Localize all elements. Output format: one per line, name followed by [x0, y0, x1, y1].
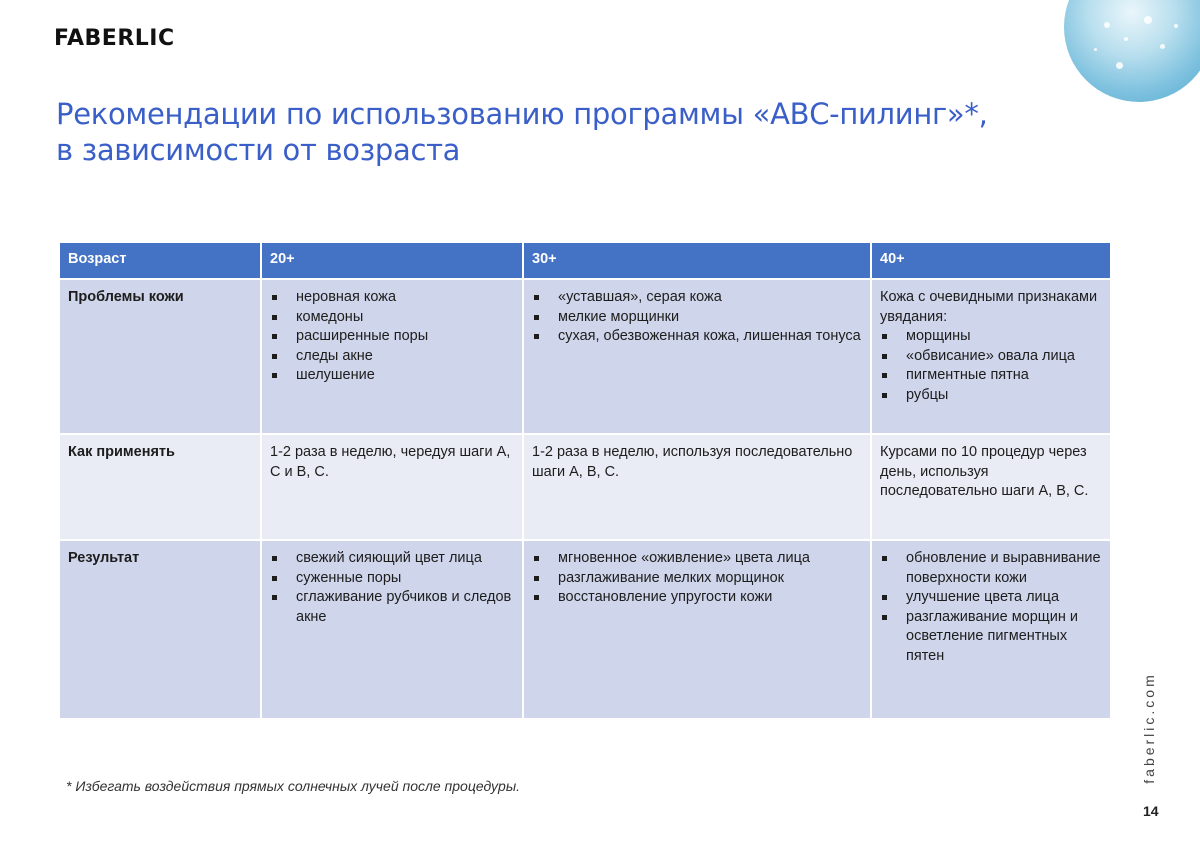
website-vertical — [1138, 668, 1160, 788]
list-item: свежий сияющий цвет лица — [270, 549, 514, 569]
list-item: мгновенное «оживление» цвета лица — [532, 549, 862, 569]
list-item: «обвисание» овала лица — [880, 347, 1102, 367]
list-item: сглаживание рубчиков и следов акне — [270, 588, 514, 627]
list-item: суженные поры — [270, 569, 514, 589]
problems-40-intro: Кожа с очевидными признаками увядания: — [880, 289, 1098, 325]
list-item: комедоны — [270, 308, 514, 328]
list-item: мелкие морщинки — [532, 308, 862, 328]
list-item: сухая, обезвоженная кожа, лишенная тонуса — [532, 327, 862, 347]
list-item: пигментные пятна — [880, 366, 1102, 386]
cell-problems-20 — [261, 279, 523, 434]
recommendations-table — [58, 243, 1112, 718]
title-line-1: Рекомендации по использованию программы «АВС-пилинг»*, — [56, 97, 988, 131]
page-number: 14 — [1143, 803, 1159, 819]
row-label-problems: Проблемы кожи — [59, 279, 261, 434]
cell-problems-30 — [523, 279, 871, 434]
cell-problems-40 — [871, 279, 1111, 434]
list-item: обновление и выравнивание поверхности кожи — [880, 549, 1102, 588]
title-line-2: в зависимости от возраста — [56, 133, 461, 167]
footnote: * Избегать воздействия прямых солнечных лучей после процедуры. — [66, 778, 521, 794]
brand-logo: FABERLIC — [54, 26, 175, 51]
list-item: шелушение — [270, 366, 514, 386]
table-row-usage — [59, 434, 1111, 540]
page-title — [56, 96, 1136, 168]
list-item: разглаживание мелких морщинок — [532, 569, 862, 589]
list-item: следы акне — [270, 347, 514, 367]
water-drop-decoration — [1064, 0, 1200, 102]
header-age: Возраст — [59, 243, 261, 279]
list-item: разглаживание морщин и осветление пигментных пятен — [880, 608, 1102, 667]
row-label-usage: Как применять — [59, 434, 261, 540]
cell-result-30 — [523, 540, 871, 718]
cell-result-40 — [871, 540, 1111, 718]
table-header-row — [59, 243, 1111, 279]
table-row-result — [59, 540, 1111, 718]
header-30: 30+ — [523, 243, 871, 279]
list-item: «уставшая», серая кожа — [532, 288, 862, 308]
website-text: faberlic.com — [1141, 672, 1157, 784]
list-item: расширенные поры — [270, 327, 514, 347]
list-item: рубцы — [880, 386, 1102, 406]
header-40: 40+ — [871, 243, 1111, 279]
list-item: неровная кожа — [270, 288, 514, 308]
header-20: 20+ — [261, 243, 523, 279]
cell-usage-30: 1-2 раза в неделю, используя последовательно шаги А, В, С. — [523, 434, 871, 540]
table-row-problems — [59, 279, 1111, 434]
list-item: морщины — [880, 327, 1102, 347]
list-item: восстановление упругости кожи — [532, 588, 862, 608]
row-label-result: Результат — [59, 540, 261, 718]
cell-usage-40: Курсами по 10 процедур через день, используя последовательно шаги А, В, С. — [871, 434, 1111, 540]
cell-usage-20: 1-2 раза в неделю, чередуя шаги А, С и В, С. — [261, 434, 523, 540]
list-item: улучшение цвета лица — [880, 588, 1102, 608]
cell-result-20 — [261, 540, 523, 718]
